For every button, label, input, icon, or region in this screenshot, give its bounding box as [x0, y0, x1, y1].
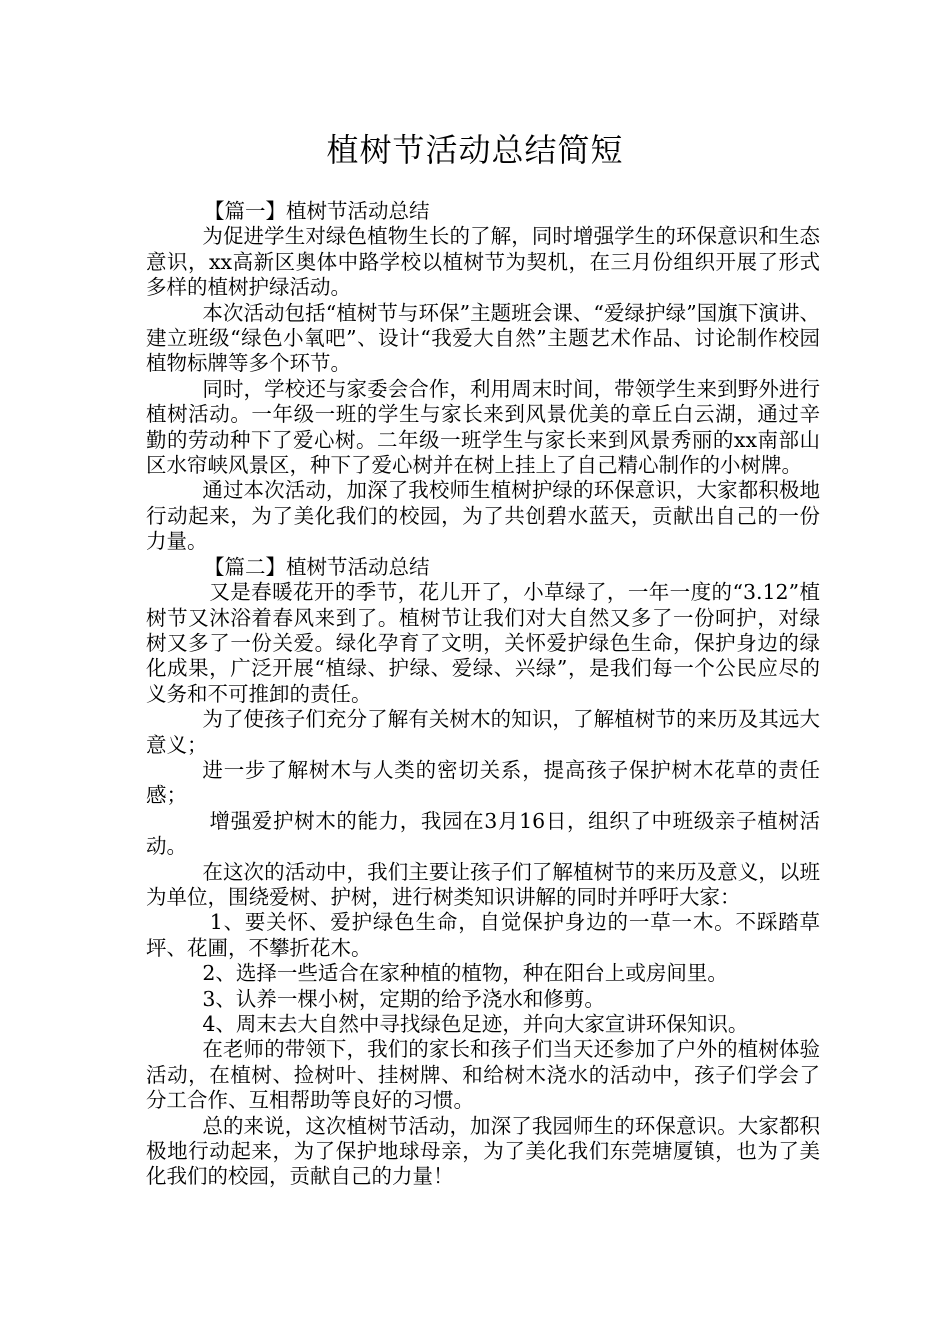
- paragraph: 增强爱护树木的能力，我园在3月16日，组织了中班级亲子植树活动。: [146, 808, 820, 859]
- document-body: [146, 199, 820, 1190]
- list-item: 4、周末去大自然中寻找绿色足迹，并向大家宣讲环保知识。: [202, 1012, 749, 1036]
- paragraph: 同时，学校还与家委会合作，利用周末时间，带领学生来到野外进行植树活动。一年级一班的学生与家长来到风景优美的章丘白云湖，通过辛勤的劳动种下了爱心树。二年级一班学生与家长来到风景秀丽的xx南部山区水帘峡风景区，种下了爱心树并在树上挂上了自己精心制作的小树牌。: [146, 376, 820, 478]
- paragraph: 本次活动包括“植树节与环保”主题班会课、“爱绿护绿”国旗下演讲、建立班级“绿色小氧吧”、设计“我爱大自然”主题艺术作品、讨论制作校园植物标牌等多个环节。: [146, 300, 820, 376]
- section-heading-1: 【篇一】植树节活动总结: [204, 199, 430, 223]
- paragraph: 在这次的活动中，我们主要让孩子们了解植树节的来历及意义，以班为单位，围绕爱树、护树，进行树类知识讲解的同时并呼吁大家：: [146, 859, 820, 909]
- paragraph: 通过本次活动，加深了我校师生植树护绿的环保意识，大家都积极地行动起来，为了美化我们的校园，为了共创碧水蓝天，贡献出自己的一份力量。: [146, 478, 820, 554]
- paragraph: 总的来说，这次植树节活动，加深了我园师生的环保意识。大家都积极地行动起来，为了保护地球母亲，为了美化我们东莞塘厦镇，也为了美化我们的校园，贡献自己的力量！: [146, 1113, 820, 1189]
- list-item: 2、选择一些适合在家种植的植物，种在阳台上或房间里。: [202, 961, 728, 986]
- paragraph: 进一步了解树木与人类的密切关系，提高孩子保护树木花草的责任感；: [146, 757, 820, 808]
- section-heading-2: 【篇二】植树节活动总结: [204, 554, 430, 579]
- list-item: 3、认养一棵小树，定期的给予浇水和修剪。: [202, 986, 605, 1011]
- paragraph: 又是春暖花开的季节，花儿开了，小草绿了，一年一度的“3.12”植树节又沐浴着春风来到了。植树节让我们对大自然又多了一份呵护，对绿树又多了一份关爱。绿化孕育了文明，关怀爱护绿色生命，保护身边的绿化成果，广泛开展“植绿、护绿、爱绿、兴绿”，是我们每一个公民应尽的义务和不可推卸的责任。: [146, 580, 820, 706]
- list-item: 1、要关怀、爱护绿色生命，自觉保护身边的一草一木。不踩踏草坪、花圃，不攀折花木。: [146, 910, 820, 960]
- document-title: 植树节活动总结简短: [326, 131, 624, 169]
- paragraph: 为促进学生对绿色植物生长的了解，同时增强学生的环保意识和生态意识，xx高新区奥体中路学校以植树节为契机，在三月份组织开展了形式多样的植树护绿活动。: [146, 224, 820, 300]
- paragraph: 在老师的带领下，我们的家长和孩子们当天还参加了户外的植树体验活动，在植树、捡树叶、挂树牌、和给树木浇水的活动中，孩子们学会了分工合作、互相帮助等良好的习惯。: [146, 1037, 820, 1113]
- paragraph: 为了使孩子们充分了解有关树木的知识，了解植树节的来历及其远大意义；: [146, 707, 820, 757]
